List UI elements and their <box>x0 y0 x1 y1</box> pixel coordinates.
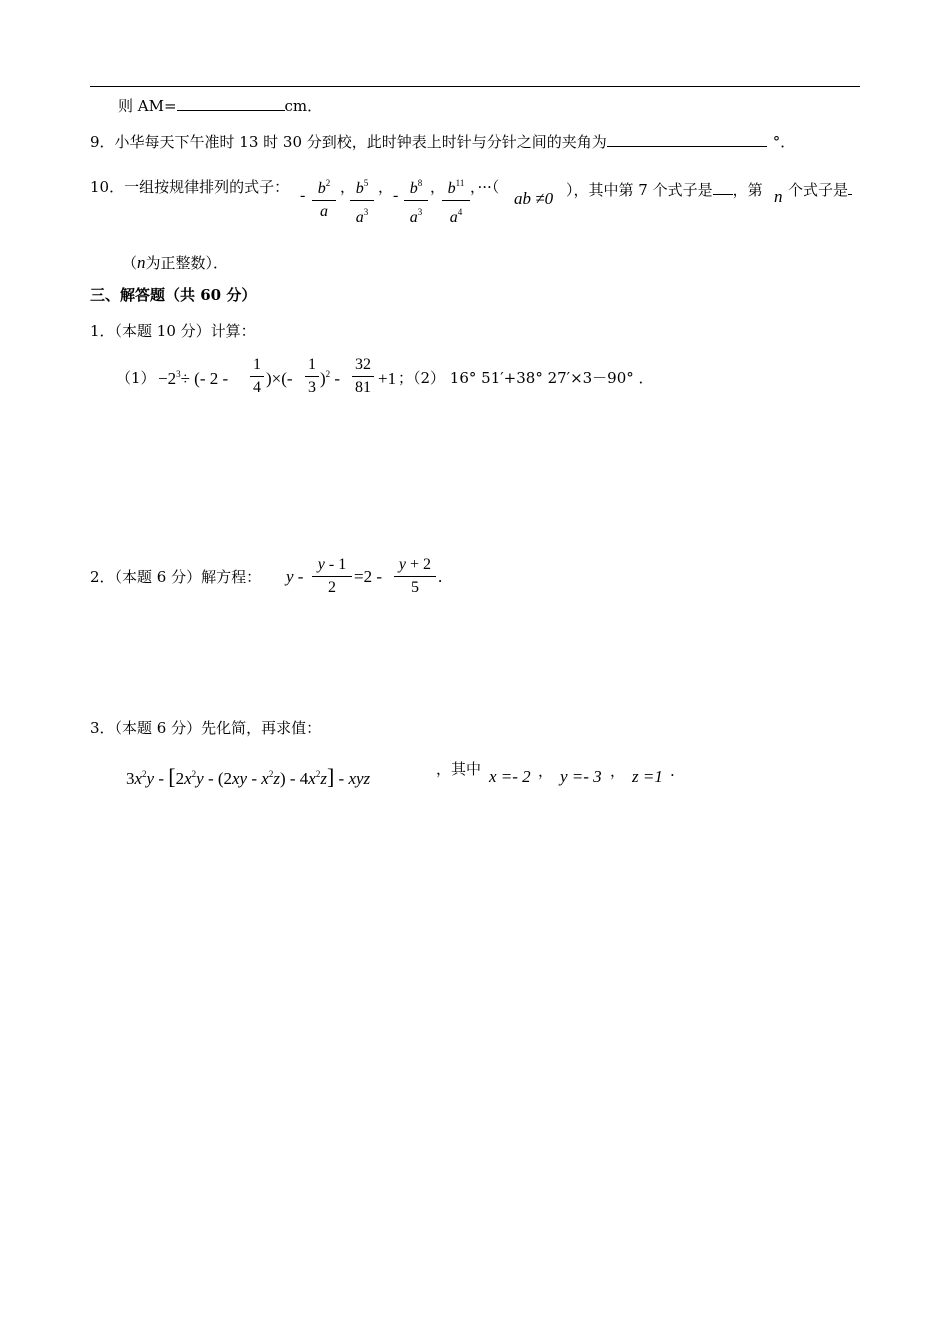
q8-prefix: 则 AM= <box>118 97 177 115</box>
q10-answer-blank-n[interactable] <box>848 180 852 195</box>
p1-part1-label: （1） <box>116 369 156 387</box>
q8-answer-blank[interactable] <box>177 96 285 111</box>
comma: ， <box>340 178 356 196</box>
q10-term4: $b^{11}$ $a^4$ <box>442 174 470 227</box>
p1-expr-c: )$^2$ - <box>320 369 341 388</box>
p2-heading: 2．（本题 6 分）解方程： <box>90 568 262 586</box>
p2-eq: =2 - <box>354 567 382 586</box>
p3-y-value: y =- 3 <box>560 767 602 786</box>
q10-condition: ab ≠0 <box>514 189 554 208</box>
q9 <box>90 132 795 150</box>
p3-heading: 3．（本题 6 分）先化简，再求值： <box>90 719 322 737</box>
q10-after: ），其中第 7 个式子是 ，第 <box>566 181 763 199</box>
q9-end: °． <box>772 133 796 151</box>
q10-ellipsis: ，···（ <box>470 178 500 196</box>
p1-frac-1-4: 1 4 <box>250 356 264 397</box>
q8-tail <box>118 96 322 114</box>
p3-z-value: z =1 <box>632 767 663 786</box>
q10-nth-suffix: 个式子是 <box>788 180 852 198</box>
comma: ， <box>610 762 626 780</box>
p1-part2: ；（2） 16° 51′+38° 27′×3－90° ． <box>398 369 654 387</box>
p2-frac-y-1: y - 1 2 <box>312 556 352 597</box>
comma: ， <box>378 178 394 196</box>
p3-end-dot: · <box>670 766 675 784</box>
p1-heading: 1．（本题 10 分）计算： <box>90 322 256 340</box>
q10-label: 10．一组按规律排列的式子： <box>90 178 290 196</box>
q10-term3-sign: - <box>393 187 399 204</box>
q10-n: n <box>774 187 783 206</box>
p1-frac-32-81: 32 81 <box>352 356 374 397</box>
p1-expr-b: )×(- <box>266 369 293 388</box>
q9-answer-blank[interactable] <box>607 132 767 147</box>
q10-term1: $b^2$ a <box>312 174 336 221</box>
comma: ， <box>538 762 554 780</box>
p3-expression: $3x^2y - [2x^2y - (2xy - x^2z) - 4x^2z]$ - xyz <box>126 764 371 789</box>
p2-frac-y-2: y + 2 5 <box>394 556 436 597</box>
q10-note: （n为正整数）． <box>122 253 229 272</box>
q9-text: 9．小华每天下午准时 13 时 30 分到校，此时钟表上时针与分针之间的夹角为 <box>90 133 607 151</box>
comma: ， <box>430 178 446 196</box>
section-title: 三、解答题（共 60 分） <box>90 286 257 304</box>
p1-frac-1-3: 1 3 <box>305 356 319 397</box>
q8-unit: cm． <box>284 97 323 115</box>
q10-term1-sign: - <box>300 187 306 204</box>
p2-end: . <box>438 567 443 586</box>
q10-answer-blank-7[interactable] <box>713 180 733 195</box>
top-rule <box>90 86 860 87</box>
q10-term3: $b^8$ $a^3$ <box>404 174 428 227</box>
p2-y: y - <box>286 567 304 586</box>
p1-expr-d: +1 <box>378 369 397 388</box>
q10-term2: $b^5$ $a^3$ <box>350 174 374 227</box>
p3-x-value: x =- 2 <box>489 767 531 786</box>
p1-expr-a: $-2^3\div$ (- 2 - <box>158 369 229 388</box>
p3-where: ，其中 <box>436 760 482 778</box>
